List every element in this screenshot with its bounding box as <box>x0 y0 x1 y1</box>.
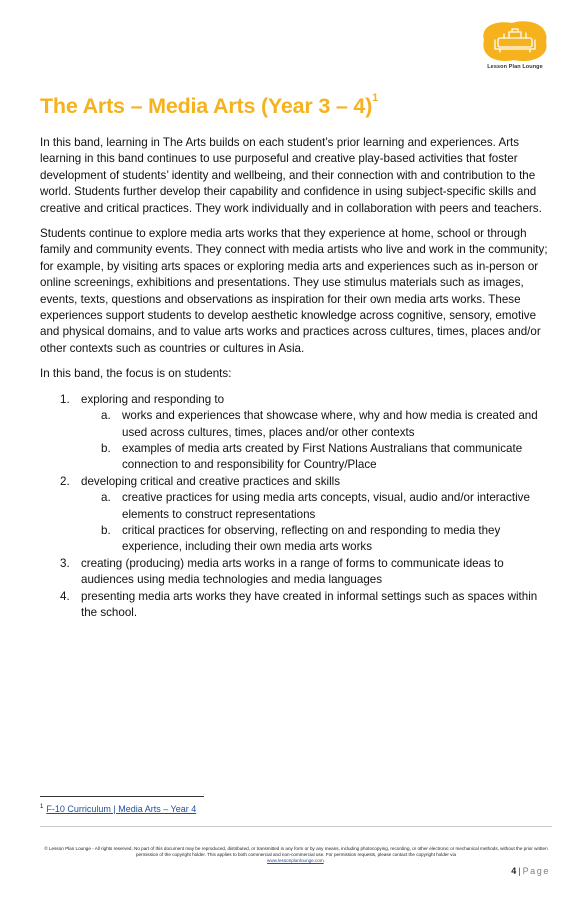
list-item <box>40 392 552 474</box>
title-footnote-marker: 1 <box>372 92 379 104</box>
sub-list <box>81 490 552 556</box>
focus-intro: In this band, the focus is on students: <box>40 367 232 381</box>
list-item <box>40 474 552 556</box>
footnote-marker: 1 <box>40 804 44 810</box>
lesson-plan-lounge-logo <box>478 18 552 78</box>
focus-list <box>40 392 552 622</box>
sub-list-letter: b. <box>101 523 111 537</box>
intro-paragraph: In this band, learning in The Arts builds on each student’s prior learning and experiences. Arts learning in this band continues to use purposeful and creative play-based activities that foster development of students’ identity and wellbeing, and their connection with and contribution to the world. Students further develop their capability and confidence in using subject-specific skills and creative and critical practices. They work individually and in collaboration with peers and teachers. <box>40 136 542 215</box>
sub-list-text: critical practices for observing, reflecting on and responding to media they experience, including their own media arts works <box>122 523 501 554</box>
list-item <box>40 589 552 622</box>
sub-list-item <box>81 408 552 441</box>
footnote <box>40 804 196 814</box>
list-item <box>40 556 552 589</box>
couch-logo-icon <box>478 18 552 64</box>
sub-list <box>81 408 552 474</box>
page-separator: | <box>518 866 521 876</box>
list-item-text: presenting media arts works they have created in informal settings such as spaces within the school. <box>81 589 538 619</box>
list-number: 3. <box>60 556 70 570</box>
page-title-text: The Arts – Media Arts (Year 3 – 4) <box>40 94 373 118</box>
footnote-link[interactable]: F-10 Curriculum | Media Arts – Year 4 <box>46 804 197 814</box>
page-number-value: 4 <box>511 866 517 876</box>
list-item-text: exploring and responding to <box>81 392 225 406</box>
list-item-text: creating (producing) media arts works in a range of forms to communicate ideas to audiences using media technologies and media languages <box>81 556 504 587</box>
document-body <box>40 135 552 621</box>
page-title <box>40 94 378 119</box>
logo-text: Lesson Plan Lounge <box>487 64 543 70</box>
sub-list-text: creative practices for using media arts concepts, visual, audio and/or interactive elements to construct representations <box>122 491 530 521</box>
website-link[interactable]: www.lessonplanlounge.com <box>267 858 324 863</box>
list-item-text: developing critical and creative practices and skills <box>81 474 341 488</box>
list-number: 2. <box>60 474 70 488</box>
sub-list-letter: a. <box>101 491 111 505</box>
copyright-text: © Lesson Plan Lounge - All rights reserved. No part of this document may be reproduced, distributed, or transmitted in any form or by any means, including photocopying, recording, or other electronic or mechanical methods, without the prior written permission of the copyright holder. This applies to both commercial and non-commercial use. For permission requests, please contact the copyright holder via <box>44 846 548 857</box>
footnote-divider <box>40 796 204 797</box>
list-number: 1. <box>60 392 70 406</box>
sub-list-letter: b. <box>101 441 111 455</box>
page-label: Page <box>522 866 550 876</box>
list-number: 4. <box>60 589 70 603</box>
explore-paragraph: Students continue to explore media arts works that they experience at home, school or through family and community events. They connect with media artists who live and work in the community; for example, by visiting arts spaces or exploring media arts and experiences such as in-person or online screenings, exhibitions and presentations. They use stimulus materials such as images, events, texts, questions and observations as inspiration for their own media arts works. These experiences support students to develop aesthetic knowledge across cognitive, sensory, emotive and physical domains, and to value arts works and practices across cultures, times, places and/or other contexts such as countries or cultures in Asia. <box>40 227 548 355</box>
sub-list-item <box>81 441 552 474</box>
sub-list-item <box>81 523 552 556</box>
footer-divider <box>40 826 552 827</box>
sub-list-text: works and experiences that showcase where, why and how media is created and used across cultures, times, places and/or other contexts <box>122 409 538 439</box>
sub-list-letter: a. <box>101 409 111 423</box>
sub-list-text: examples of media arts created by First Nations Australians that communicate connection to and responsibility for Country/Place <box>122 441 523 472</box>
page-number <box>511 866 550 876</box>
copyright-notice: © Lesson Plan Lounge - All rights reserved. No part of this document may be reproduced, distributed, or transmitted in any form or by any means, including photocopying, recording, or other electronic or mechanical methods, without the prior written permission of the copyright holder. This applies to both commercial and non-commercial use. For permission requests, please contact the copyright holder via www.lessonplanlounge.com. <box>44 846 548 863</box>
sub-list-item <box>81 490 552 523</box>
